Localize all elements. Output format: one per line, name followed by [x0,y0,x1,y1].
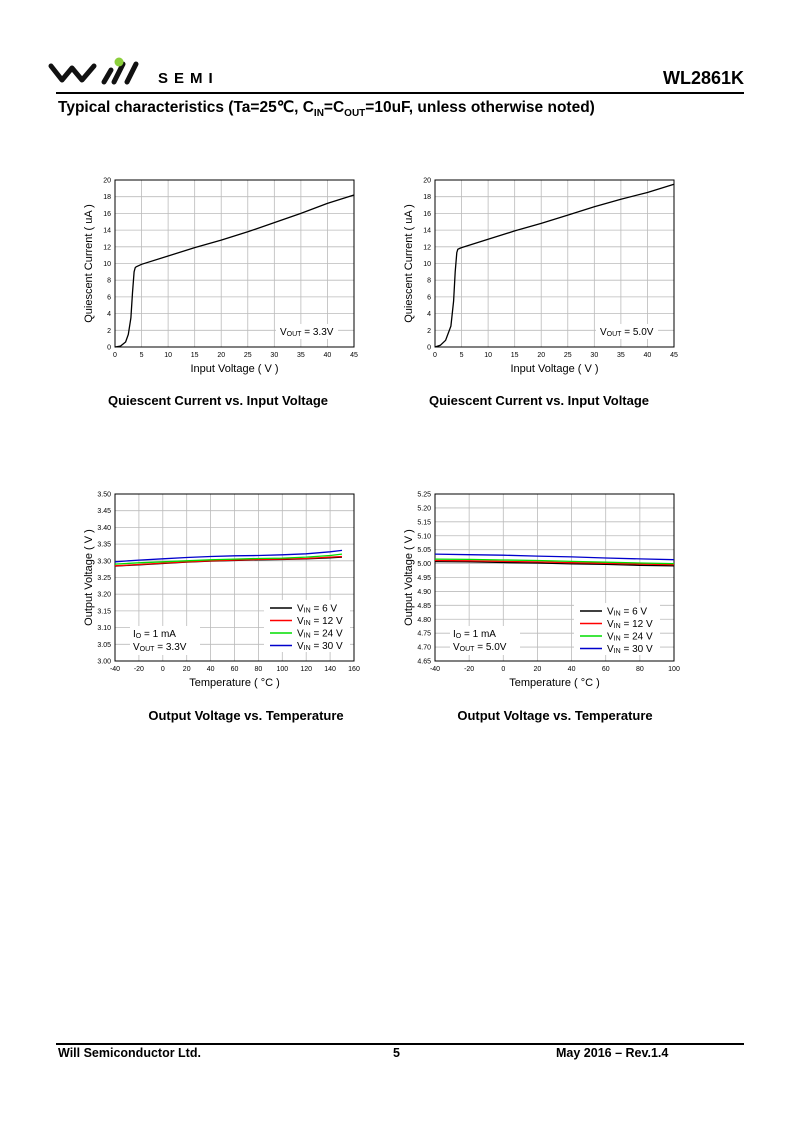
y-axis-label: Quiescent Current ( uA ) [83,204,95,323]
y-tick-label: 4.65 [417,658,431,666]
x-tick-label: -20 [133,666,144,673]
x-tick-label: 60 [230,666,239,673]
y-tick-label: 3.25 [97,575,111,582]
y-tick-label: 16 [423,210,431,218]
annotation-io: IO = 1 mA [453,629,496,640]
y-tick-label: 4.95 [417,575,431,582]
heading-mid: =C [323,99,345,116]
annotation-io: IO = 1 mA [133,629,176,640]
y-tick-label: 3.00 [97,658,111,666]
x-tick-label: 30 [270,352,279,359]
y-tick-label: 8 [107,277,111,285]
x-tick-label: 40 [643,352,652,359]
x-tick-label: 160 [348,666,360,673]
legend-label: VIN = 30 V [297,641,343,652]
annotation-vout: VOUT = 3.3V [280,327,334,338]
series-line-1 [435,184,674,347]
footer-page-number: 5 [393,1046,400,1060]
logo-wave-mark [51,66,94,80]
x-tick-label: 15 [510,352,519,359]
y-tick-label: 5.25 [417,491,431,499]
x-tick-label: 120 [300,666,313,673]
header-rule [56,92,744,94]
y-tick-label: 6 [427,294,431,302]
y-axis-label: Output Voltage ( V ) [83,529,95,626]
y-tick-label: 18 [423,194,431,202]
y-tick-label: 14 [423,227,431,235]
y-tick-label: 4.90 [417,588,431,596]
y-tick-label: 3.50 [97,491,111,499]
y-tick-label: 5.00 [417,561,431,569]
x-tick-label: 5 [139,352,144,359]
y-tick-label: 4.85 [417,602,431,610]
annotation-vout: VOUT = 3.3V [133,642,187,653]
x-tick-label: 10 [484,352,493,359]
legend-label: VIN = 6 V [607,606,648,618]
logo-dot [115,58,124,67]
x-axis-label: Temperature ( °C ) [509,677,600,689]
caption-chart-3: Output Voltage vs. Temperature [148,708,344,723]
caption-chart-2: Quiescent Current vs. Input Voltage [428,393,650,408]
logo-text: SEMI [158,70,219,87]
footer-revision: May 2016 – Rev.1.4 [556,1046,669,1060]
x-tick-label: 5 [459,352,464,359]
x-tick-label: 0 [160,666,165,673]
legend-label: VIN = 30 V [607,644,653,655]
x-tick-label: -40 [109,666,121,673]
annotation-vout: VOUT = 5.0V [453,642,507,653]
y-tick-label: 3.35 [97,541,111,549]
x-tick-label: 80 [254,666,263,673]
x-tick-label: 15 [190,352,199,359]
x-axis-label: Input Voltage ( V ) [190,363,279,375]
x-tick-label: 20 [182,666,191,673]
y-tick-label: 10 [423,261,431,268]
y-tick-label: 3.40 [97,524,111,532]
y-tick-label: 2 [427,327,431,335]
x-tick-label: 0 [501,666,506,673]
y-tick-label: 4.75 [417,630,431,638]
x-tick-label: 30 [590,352,599,359]
chart-vout-temp-5v0 [398,485,698,695]
legend-label: VIN = 24 V [607,631,653,643]
x-tick-label: 100 [668,666,680,673]
logo-i-stroke [104,70,111,82]
y-tick-label: 3.30 [97,558,111,566]
x-tick-label: 60 [601,666,610,673]
heading-sub-in: IN [313,108,324,120]
y-tick-label: 12 [423,244,431,252]
x-tick-label: 40 [323,352,332,359]
y-tick-label: 16 [103,210,111,218]
y-tick-label: 5.10 [417,533,431,541]
logo-l1-stroke [114,64,123,82]
y-tick-label: 18 [103,194,111,202]
y-tick-label: 4.70 [417,644,431,652]
legend-label: VIN = 24 V [297,628,343,640]
y-tick-label: 8 [427,277,431,285]
y-tick-label: 4 [427,311,431,319]
x-tick-label: 35 [616,352,625,359]
y-tick-label: 20 [103,177,111,185]
x-tick-label: 25 [243,352,252,359]
x-tick-label: 0 [433,352,437,359]
x-tick-label: 0 [113,352,117,359]
footer-company: Will Semiconductor Ltd. [58,1046,201,1060]
x-tick-label: 20 [537,352,546,359]
x-tick-label: 35 [296,352,305,359]
chart-vout-temp-3v3 [78,485,378,695]
x-tick-label: 45 [670,352,678,359]
x-tick-label: -40 [429,666,441,673]
x-tick-label: 40 [206,666,215,673]
y-tick-label: 3.45 [97,508,111,516]
x-tick-label: -20 [464,666,475,673]
part-number: WL2861K [662,68,744,88]
legend-label: VIN = 6 V [297,603,338,615]
y-tick-label: 20 [423,177,431,185]
annotation-vout: VOUT = 5.0V [600,327,654,338]
y-tick-label: 0 [427,344,431,352]
y-tick-label: 5.05 [417,547,431,555]
x-tick-label: 25 [563,352,572,359]
y-tick-label: 5.20 [417,505,431,513]
y-tick-label: 12 [103,244,111,252]
x-tick-label: 40 [567,666,576,673]
x-tick-label: 10 [164,352,173,359]
section-heading [58,98,595,119]
y-tick-label: 4 [107,311,111,319]
y-tick-label: 5.15 [417,519,431,527]
heading-sub-out: OUT [344,108,366,120]
y-tick-label: 3.10 [97,625,111,633]
y-tick-label: 4.80 [417,616,431,624]
x-tick-label: 45 [350,352,358,359]
caption-chart-1: Quiescent Current vs. Input Voltage [107,393,329,408]
heading-prefix: Typical characteristics (Ta=25℃, C [58,99,314,116]
y-tick-label: 6 [107,294,111,302]
y-tick-label: 10 [103,261,111,268]
y-tick-label: 2 [107,327,111,335]
y-tick-label: 0 [107,344,111,352]
footer-rule [56,1043,744,1045]
legend-label: VIN = 12 V [607,619,653,630]
logo-l2-stroke [127,64,136,82]
x-axis-label: Temperature ( °C ) [189,677,280,689]
x-tick-label: 140 [324,666,336,673]
x-tick-label: 80 [635,666,644,673]
heading-suffix: =10uF, unless otherwise noted) [365,99,595,116]
y-axis-label: Quiescent Current ( uA ) [403,204,415,323]
x-axis-label: Input Voltage ( V ) [510,363,599,375]
y-tick-label: 14 [103,227,111,235]
y-tick-label: 3.20 [97,591,111,599]
legend-label: VIN = 12 V [297,616,343,627]
x-tick-label: 100 [276,666,289,673]
caption-chart-4: Output Voltage vs. Temperature [457,708,653,723]
x-tick-label: 20 [533,666,542,673]
chart-iq-vin-3v3 [80,170,380,380]
y-tick-label: 3.15 [97,608,111,616]
y-tick-label: 3.05 [97,641,111,649]
chart-iq-vin-5v0 [400,170,700,380]
x-tick-label: 20 [217,352,226,359]
y-axis-label: Output Voltage ( V ) [403,529,415,626]
